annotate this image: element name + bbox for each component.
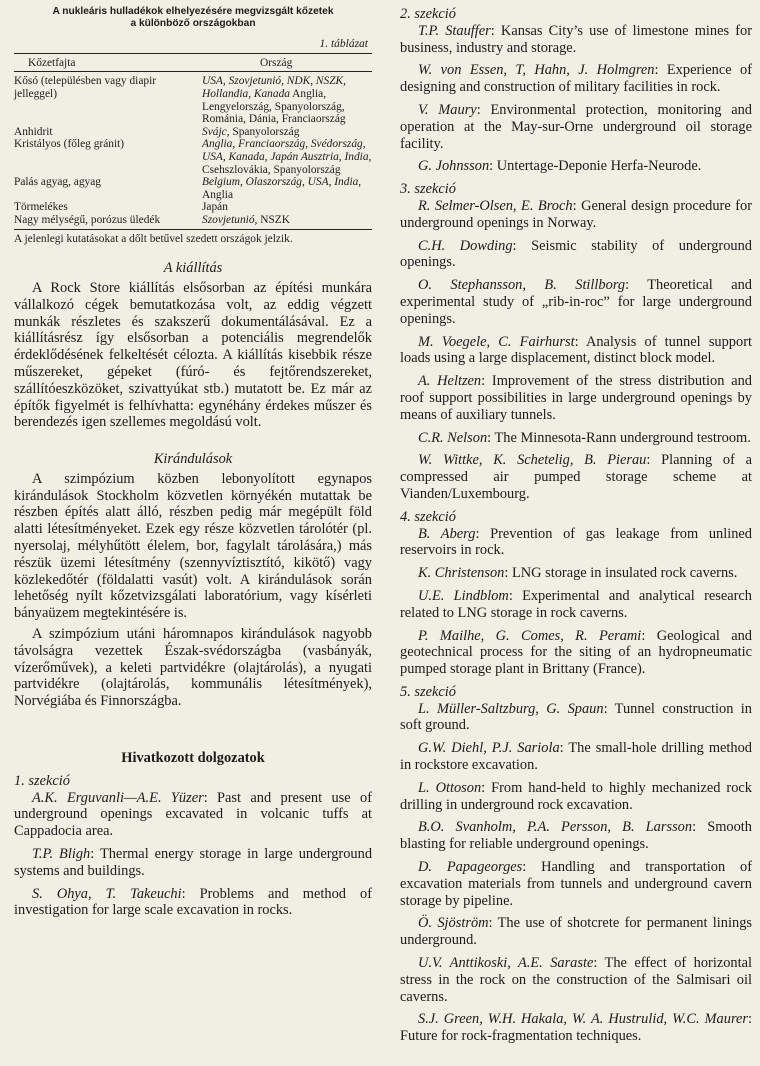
reference-item [400,819,752,853]
country-italic: Szovjetunió, [202,213,258,226]
reference-title: : Experience of designing and construction of military facilities in rock. [400,62,752,96]
reference-item [400,628,752,678]
excursions-section [14,471,372,710]
left-column [14,6,372,925]
reference-title: : The small-hole drilling method in rockstore excavation. [400,740,752,774]
reference-authors: W. Wittke, K. Schetelig, B. Pierau [418,452,647,469]
rock-country-table [14,53,372,230]
reference-authors: T.P. Bligh [32,846,91,863]
column-header-rock: Kőzetfajta [14,53,200,72]
reference-authors: S. Ohya, T. Takeuchi [32,885,182,902]
references-heading: Hivatkozott dolgozatok [121,750,265,767]
reference-authors: V. Maury [418,101,477,118]
table-row [14,72,372,126]
reference-authors: U.E. Lindblom [418,587,509,604]
reference-authors: G. Johnsson [418,158,490,175]
country-italic: Svájc, [202,125,230,138]
table-title-line-2: a különböző országokban [130,18,256,30]
section-title: 3. szekció [400,181,456,198]
reference-authors: P. Mailhe, G. Comes, R. Perami [418,627,642,644]
reference-title: : The effect of horizontal stress in the rock on the construction of the Salmisari oil caverns. [400,955,752,1005]
reference-item [400,1011,752,1045]
reference-authors: Ö. Sjöström [418,915,489,932]
references-right [400,6,752,1045]
reference-item [400,740,752,774]
reference-title: : Untertage-Deponie Herfa-Neurode. [489,158,702,175]
reference-item [400,452,752,502]
column-header-country: Ország [200,53,372,72]
right-column [400,6,752,1051]
country-italic: Belgium, Olaszország, USA, India, [202,176,362,189]
reference-authors: K. Christenson [418,565,505,582]
country-cell [200,138,372,176]
reference-title: : Future for rock-fragmentation techniques. [400,1011,752,1045]
table-body [14,72,372,229]
country-italic: Anglia, Franciaország, Svédország, USA, Kanada, Japán Ausztria, India, [202,138,372,163]
reference-item [400,238,752,272]
section-title: 1. szekció [14,772,70,789]
references-left [14,773,372,919]
reference-title: : Theoretical and experimental study of „rib-in-roc” for large underground openings. [400,277,753,327]
reference-authors: L. Ottoson [418,779,482,796]
reference-title: : Tunnel construction in soft ground. [400,700,752,734]
country-cell [200,201,372,214]
reference-title: : Smooth blasting for reliable underground openings. [400,819,752,853]
reference-item [400,334,752,368]
exhibition-section [14,280,372,431]
reference-item [400,565,752,582]
table-title-line-1: A nukleáris hulladékok elhelyezésére megvizsgált kőzetek [52,6,334,17]
country-regular: Csehszlovákia, Spanyolország [202,163,341,176]
country-regular: Spanyolország [229,125,300,138]
reference-authors: B. Aberg [418,525,476,542]
reference-title: : Geological and geotechnical process for the siting of an hydropneumatic pumped storage plant in Brittany (France). [400,627,752,678]
reference-title: : Thermal energy storage in large underground systems and buildings. [14,846,373,879]
exhibition-heading: A kiállítás [163,260,223,277]
reference-authors: U.V. Anttikoski, A.E. Saraste [418,955,594,972]
reference-authors: W. von Essen, T, Hahn, J. Holmgren [418,62,655,79]
reference-title: : From hand-held to highly mechanized rock drilling in underground rock excavation. [400,779,752,813]
paragraph: A Rock Store kiállítás elsősorban az építési munkára vállalkozó cégek bemutatkozása volt, az eddig végzett munkák részletes és szakszerű dokumentálásával. Ez a kiállításrész így elsősorban a potenciális megrendelők érdeklődésének felkeltését célozta. A kiállítás kisebbik része műszereket, gépeket (fúró- és fejtőrendszereket, szállítóeszközöket, szivattyúkat stb.) mutatott be. Ez már az építők figyelmét is felhívhatta: egynéhány érdekes műszer és berendezés igen szellemes megoldású volt. [14,279,372,431]
reference-title: : Experimental and analytical research related to LNG storage in rock caverns. [400,587,752,621]
reference-title: : Past and present use of underground openings excavated in volcanic tuffs at Cappadocia area. [14,789,372,840]
table-title [14,6,372,31]
rock-type-cell: Nagy mélységű, porózus üledék [14,214,200,229]
country-regular: Japán [202,201,228,214]
reference-item [400,701,752,735]
reference-item [400,780,752,814]
reference-title: : Handling and transportation of excavation materials from tunnels and underground cavern storage by pipeline. [400,859,752,909]
country-regular: Anglia, Lengyelország, Spanyolország, Románia, Dánia, Franciaország [202,88,346,126]
reference-title: : The use of shotcrete for permanent linings underground. [400,915,752,949]
reference-item [14,846,372,880]
reference-title: : Environmental protection, monitoring and operation at the May-sur-Orne underground oil storage facility. [400,101,752,152]
reference-authors: T.P. Stauffer [418,22,491,39]
reference-authors: C.H. Dowding [418,237,513,254]
reference-authors: B.O. Svanholm, P.A. Persson, B. Larsson [418,819,693,836]
paragraph: A szimpózium közben lebonyolított egynapos kirándulások Stockholm közvetlen környékén mutattak be részben építés alatt álló, részben pedig már megépült föld alatti létesítményeket. Ezek egy része közvetlen tárolótér (pl. nyersolaj, mélyhűtött élelem, bor, fagylalt tárolására,) más részük üzemi létesítmény (szennyvíztisztító, kikötő) vagy közlekedőtér (földalatti vasút) volt. A kirándulások során lehetőség nyílt kőzetvizsgálati laboratórium, vagy kísérleti bányaüzem megtekintésére is. [14,470,372,622]
reference-item [14,886,372,920]
reference-item [400,859,752,909]
paragraph: A szimpózium utáni háromnapos kirándulások nagyobb távolságra vezettek Észak-svédországba (vasbányák, vízerőművek), a keleti partvidékre (olajtárolás), a nyugati partvidékre (olajtárolás, kommunális létesítmények), Norvégiába és Finnországba. [14,626,372,710]
reference-authors: L. Müller-Saltzburg, G. Spaun [418,700,604,717]
reference-authors: S.J. Green, W.H. Hakala, W. A. Hustrulid, W.C. Maurer [418,1011,748,1028]
country-cell [200,214,372,229]
reference-item [400,277,752,327]
country-cell [200,176,372,201]
section-title: 5. szekció [400,683,456,700]
country-cell [200,126,372,139]
country-cell [200,72,372,126]
reference-item [400,23,752,57]
reference-authors: G.W. Diehl, P.J. Sariola [418,740,560,757]
reference-item [400,198,752,232]
rock-type-cell: Palás agyag, agyag [14,176,101,189]
table-row [14,214,372,229]
reference-item [400,526,752,560]
reference-authors: A. Heltzen [418,373,482,390]
table-row [14,176,372,201]
reference-title: : Seismic stability of underground openings. [400,237,752,271]
reference-authors: R. Selmer-Olsen, E. Broch [418,197,573,214]
reference-item [400,373,752,423]
reference-title: : Kansas City’s use of limestone mines for business, industry and storage. [400,22,752,56]
country-regular: NSZK [257,213,290,226]
reference-item [400,158,752,175]
reference-title: : Problems and method of investigation for large scale excavation in rocks. [14,885,372,919]
reference-authors: A.K. Erguvanli—A.E. Yüzer [32,789,204,806]
reference-title: : The Minnesota-Rann underground testroom. [487,429,751,446]
reference-item [400,915,752,949]
section-title: 4. szekció [400,508,456,525]
reference-item [400,430,752,447]
table-row [14,126,372,139]
reference-title: : General design procedure for underground openings in Norway. [400,197,752,231]
reference-authors: O. Stephansson, B. Stillborg [418,277,626,294]
reference-title: : Improvement of the stress distribution and roof support possibilities in large underground openings by means of auxiliary tunnels. [400,373,752,423]
reference-title: : LNG storage in insulated rock caverns. [504,565,738,582]
table-row [14,201,372,214]
rock-type-cell: Törmelékes [14,201,68,214]
reference-title: : Planning of a compressed air pumped storage scheme at Vianden/Luxembourg. [400,452,752,502]
table-number: 1. táblázat [319,37,368,50]
country-regular: Anglia [202,188,234,201]
reference-title: : Prevention of gas leakage from unlined reservoirs in rock. [400,525,752,559]
table-note: A jelenlegi kutatásokat a dőlt betűvel szedett országok jelzik. [14,232,293,245]
section-title: 2. szekció [400,6,456,22]
reference-title: : Analysis of tunnel support loads using a large displacement, distinct block model. [400,333,752,367]
reference-item [400,955,752,1005]
reference-item [400,588,752,622]
country-italic: USA, Szovjetunió, NDK, NSZK, Hollandia, Kanada [202,75,346,100]
rock-type-cell: Kősó (településben vagy diapir jelleggel) [14,75,157,100]
reference-item [400,102,752,152]
reference-authors: D. Papageorges [418,859,523,876]
reference-item [400,62,752,96]
table-row [14,138,372,176]
rock-type-cell: Anhidrit [14,125,53,138]
reference-authors: M. Voegele, C. Fairhurst [418,333,575,350]
excursions-heading: Kirándulások [153,451,233,468]
rock-type-cell: Kristályos (főleg gránit) [14,138,125,151]
reference-item [14,790,372,840]
reference-authors: C.R. Nelson [418,429,488,446]
